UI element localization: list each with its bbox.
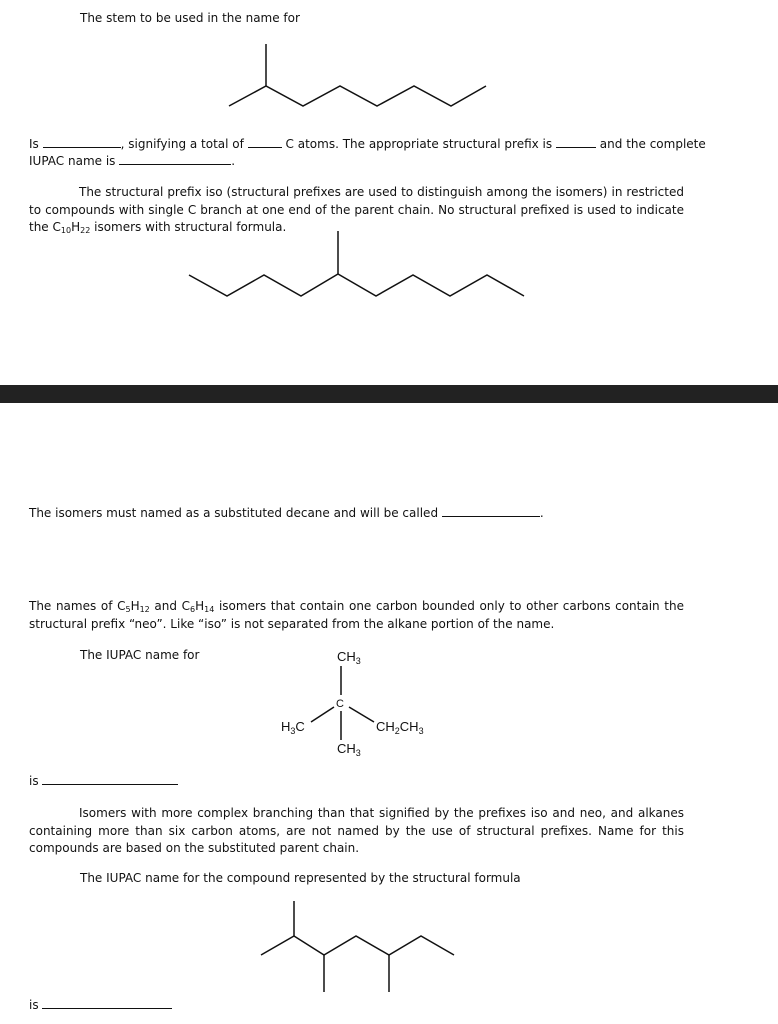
top-ch3: $CH_3$: [337, 649, 361, 666]
complete-text: and the complete: [599, 137, 706, 151]
neo-t3: and C: [149, 599, 191, 613]
iso-text: The structural prefix iso (structural prefixes are used to distinguish among the isomers) in restricted to compounds with single C branch at one end of the parent chain. No structural prefixed is used to indicate the C: [29, 185, 684, 234]
period: .: [231, 154, 236, 168]
formula-h-sub: 22: [80, 226, 91, 235]
neo-s1: 5: [125, 605, 131, 614]
is-word: is: [29, 998, 39, 1012]
period: .: [539, 506, 544, 520]
main-chain: [261, 936, 454, 955]
complex-name-blank[interactable]: [42, 997, 172, 1009]
section1-heading: The stem to be used in the name for: [80, 11, 300, 25]
neo-s2: 12: [139, 605, 150, 614]
neo-t1: The names of C: [29, 599, 126, 613]
signifying-text: , signifying a total of: [120, 137, 244, 151]
neo-s3: 6: [190, 605, 196, 614]
neo-iupac-label: The IUPAC name for: [80, 648, 200, 662]
complex-iupac-label: The IUPAC name for the compound represented by the structural formula: [80, 871, 521, 885]
neo-t5: isomers that contain one carbon bounded only to other carbons contain the structural prefix “neo”. Like “iso” is not separated from the alkane portion of the name.: [29, 599, 684, 631]
iupac-name-is-text: IUPAC name is: [29, 154, 116, 168]
decane-text: The isomers must named as a substituted decane and will be called: [29, 506, 439, 520]
neo-t4: H: [195, 599, 205, 613]
center-c: C: [336, 698, 344, 710]
right-ch2ch3: $CH_2CH_3$: [376, 719, 424, 736]
is-word: is: [29, 774, 39, 788]
bottom-ch3: $CH_3$: [337, 741, 361, 758]
iso-text-end: isomers with structural formula.: [90, 220, 287, 234]
formula-c-sub: 10: [60, 226, 72, 235]
carbon-atoms-text: C atoms. The appropriate structural prefix is: [285, 137, 553, 151]
neo-s4: 14: [204, 605, 215, 614]
complex-text: Isomers with more complex branching than that signified by the prefixes iso and neo, and alkanes containing more than six carbon atoms, are not named by the use of structural prefixes. Name for this compounds are based on the substituted parent chain.: [29, 806, 684, 855]
neo-t2: H: [130, 599, 140, 613]
is-word: Is: [29, 137, 39, 151]
left-h3c: $H_3C$: [281, 719, 305, 736]
complex-answer-line: [29, 997, 172, 1012]
formula-h: H: [71, 220, 81, 234]
